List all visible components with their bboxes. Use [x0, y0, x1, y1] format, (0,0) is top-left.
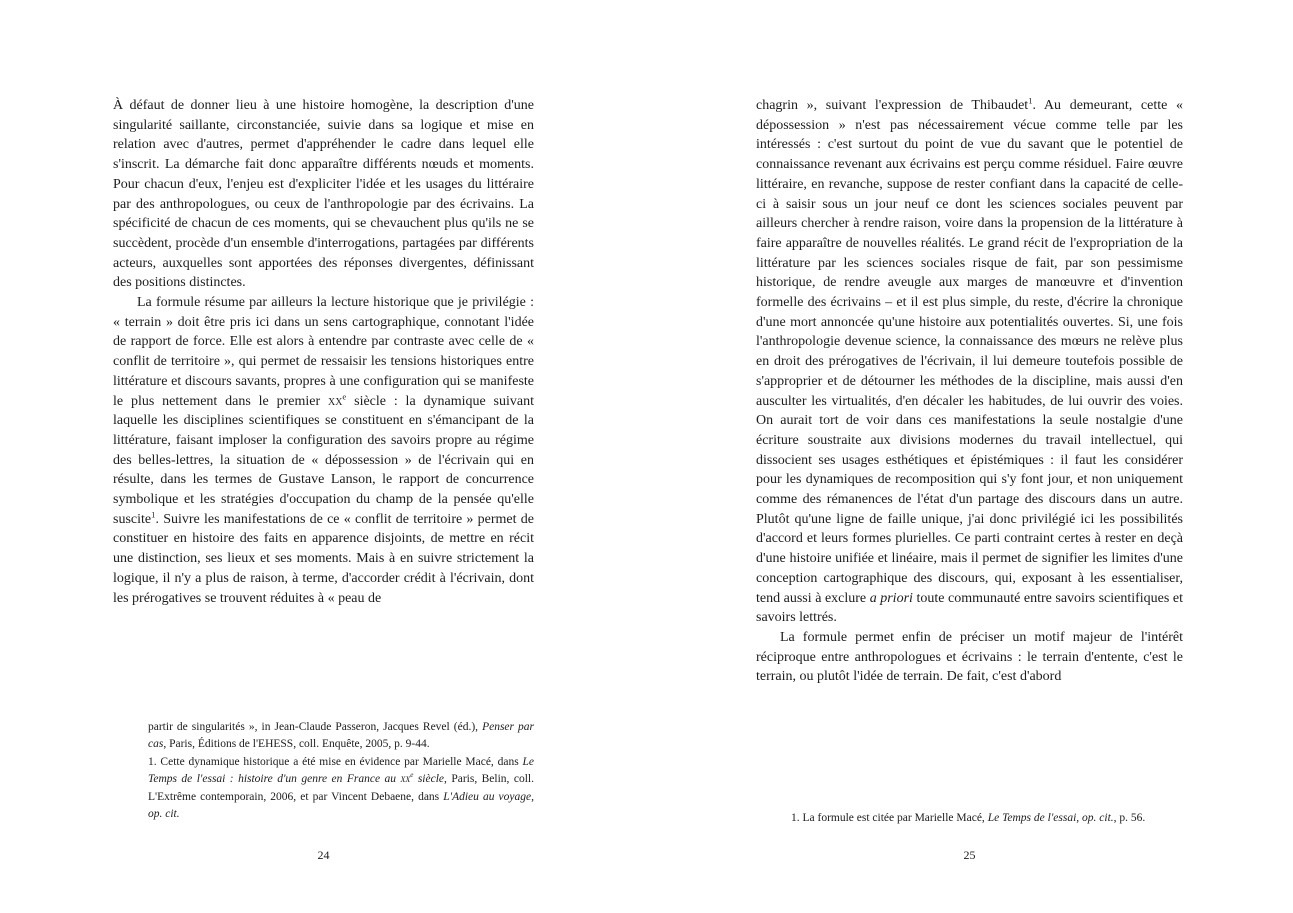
paragraph: La formule résume par ailleurs la lecture historique que je privilégie : « terrain » doit être pris ici dans un sens cartographique, connotant l'idée de rapport de force. Elle est alors à entendre par contraste avec celle de « conflit de territoire », qui permet de ressaisir les tensions historiques entre littérature et discours savants, propres à une configuration qui se manifeste le plus nettement dans le premier $xx^e$ siècle : la dynamique suivant laquelle les disciplines scientifiques se constituent en s'émancipant de la littérature, faisant imploser la configuration des savoirs propre au régime des belles-lettres, la situation de « dépossession » de l'écrivain qui en résulte, dans les termes de Gustave Lanson, le rapport de concurrence symbolique et les stratégies d'occupation du champ de la pensée qu'elle suscite$^1$. Suivre les manifestations de ce « conflit de territoire » permet de constituer en histoire des faits en apparence disjoints, de mettre en récit une distinction, ses lieux et ses moments. Mais à en suivre strictement la logique, il n'y a plus de raison, à terme, d'accorder crédit à l'écrivain, dont les prérogatives se trouvent réduites à « peau de	[113, 295, 534, 606]
paragraph: La formule permet enfin de préciser un motif majeur de l'intérêt réciproque entre anthropologues et écrivains : le terrain d'entente, c'est le terrain, ou plutôt l'idée de terrain. De fait, c'est d'abord	[756, 629, 1183, 685]
left-page-body	[113, 96, 534, 608]
paragraph: 1. La formule est citée par Marielle Macé, Le Temps de l'essai, op. cit., p. 56.	[791, 812, 1146, 824]
right-page-number: 25	[963, 848, 976, 862]
paragraph: chagrin », suivant l'expression de Thibaudet$^1$. Au demeurant, cette « dépossession » n'est pas nécessairement vécue comme telle par les intéressés : c'est surtout du point de vue du savant que le potentiel de connaissance revenant aux écrivains est perçu comme résiduel. Faire œuvre littéraire, en revanche, suppose de rester confiant dans la capacité de celle-ci à saisir sous un jour neuf ce dont les sciences sociales peuvent par ailleurs chercher à rendre raison, voire dans la propension de la littérature à faire apparaître de nouvelles réalités. Le grand récit de l'expropriation de la littérature par les sciences sociales risque de fait, par son pessimisme historique, de rendre aveugle aux marges de manœuvre et d'invention formelle des écrivains – et il est plus simple, du reste, d'écrire la chronique d'une mort annoncée qu'une histoire aux potentialités ouvertes. Si, une fois l'anthropologie devenue science, la connaissance des mœurs ne relève plus en droit des prérogatives de l'écrivain, il lui demeure toutefois possible de s'approprier et de détourner les méthodes de la discipline, mais aussi d'en ausculter les virtualités, d'en décaler les habitudes, de lui ouvrir des voies. On aurait tort de voir dans ces manifestations la seule nostalgie d'une écriture soustraite aux divisions modernes du travail intellectuel, qui dissocient ses usages esthétiques et épistémiques : il faut les considérer pour les dynamiques de recomposition qui s'y font jour, et non uniquement comme des rémanences de l'état d'un partage des discours dans un autre. Plutôt qu'une ligne de faille unique, j'ai donc privilégié ici les possibilités d'accord et leurs formes plurielles. Ce parti contraint certes à rester en deçà d'une histoire unifiée et linéaire, mais il permet de signifier les limites d'une conception cartographique des discours, qui, exposant à les essentialiser, tend aussi à exclure a priori toute communauté entre savoirs scientifiques et savoirs lettrés.	[756, 95, 1183, 626]
right-page-body	[756, 96, 1183, 687]
paragraph: partir de singularités », in Jean-Claude Passeron, Jacques Revel (éd.), Penser par cas, Paris, Éditions de l'EHESS, coll. Enquête, 2005, p. 9-44.	[148, 721, 534, 751]
paragraph: À défaut de donner lieu à une histoire homogène, la description d'une singularité saillante, circonstanciée, suivie dans sa logique et mise en relation avec d'autres, permet d'appréhender le cadre dans lequel elle s'inscrit. La démarche fait donc apparaître différents nœuds et moments. Pour chacun d'eux, l'enjeu est d'expliciter l'idée et les usages du littéraire par des anthropologues, ou ceux de l'anthropologie par des écrivains. La spécificité de chacun de ces moments, qui se chevauchent plus qu'ils ne se succèdent, procède d'un ensemble d'interrogations, partagées par différents acteurs, auxquelles sont apportées des réponses divergentes, définissant des positions distinctes.	[113, 98, 534, 291]
left-page-number: 24	[317, 848, 330, 862]
left-page-footnotes	[148, 719, 534, 823]
paragraph: 1. Cette dynamique historique a été mise en évidence par Marielle Macé, dans Le Temps de l'essai : histoire d'un genre en France au $xx^e$ siècle, Paris, Belin, coll. L'Extrême contemporain, 2006, et par Vincent Debaene, dans L'Adieu au voyage, op. cit.	[148, 755, 534, 821]
right-page-footnotes	[791, 810, 1191, 827]
